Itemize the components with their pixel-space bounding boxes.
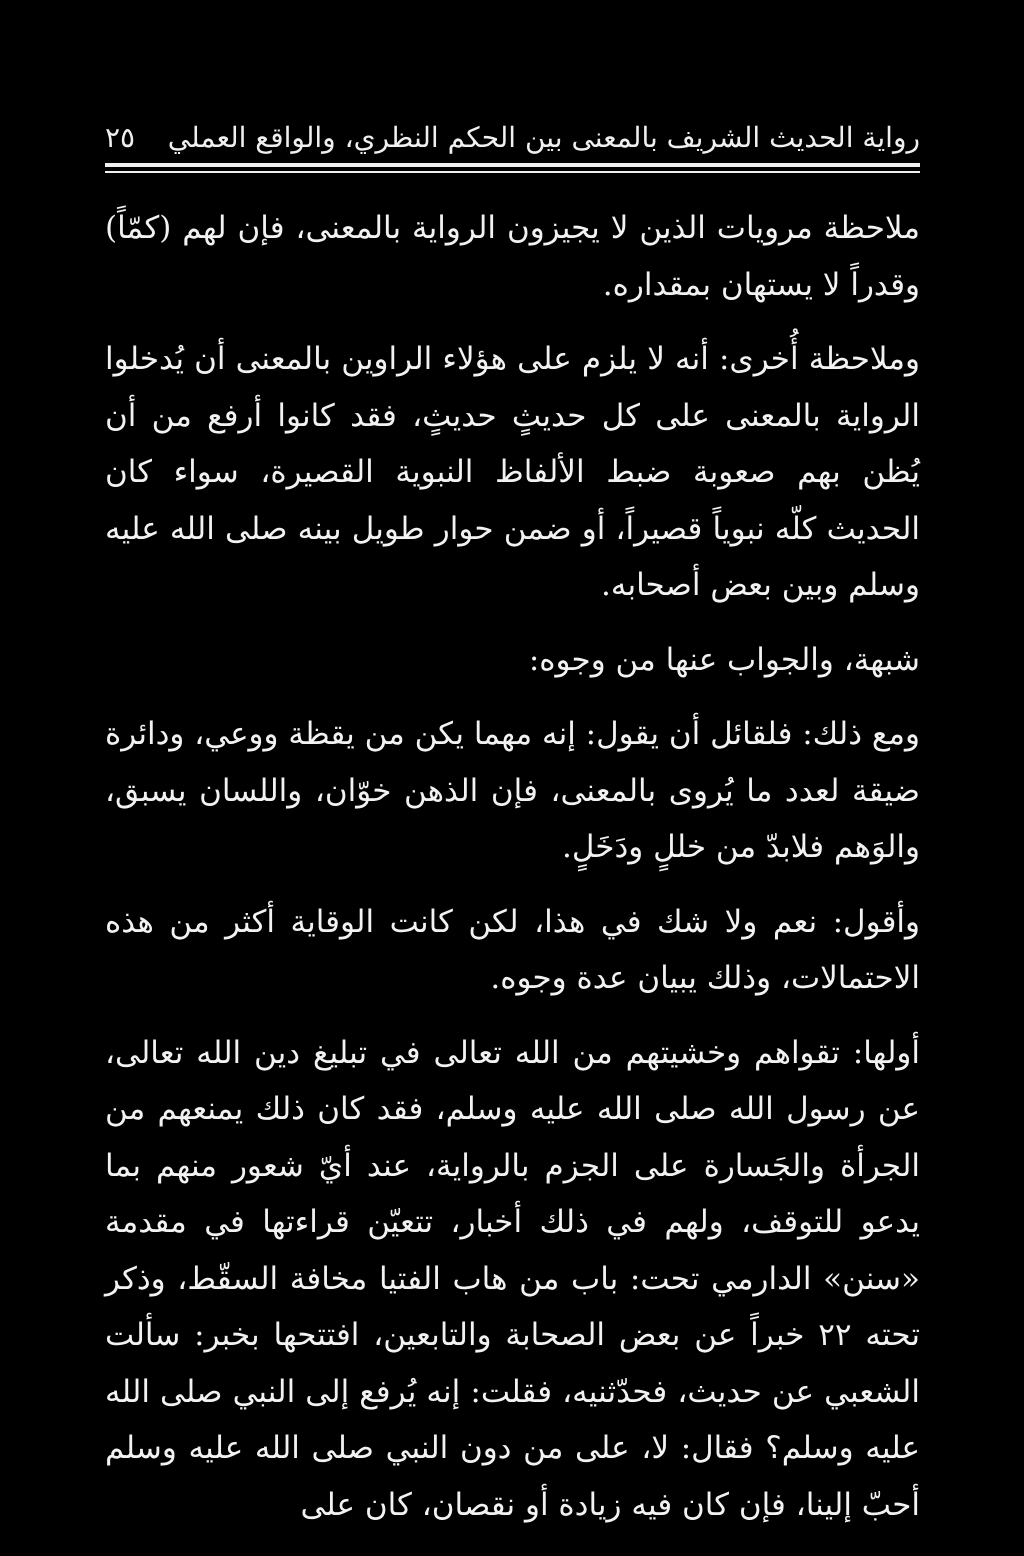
- header-rule-thick: [105, 163, 920, 167]
- header-rule-thin: [105, 171, 920, 173]
- page-header: [105, 118, 920, 162]
- paragraph-1: ملاحظة مرويات الذين لا يجيزون الرواية بالمعنى، فإن لهم (كمّاً) وقدراً لا يستهان بمقداره.: [105, 210, 920, 303]
- page-number: ٢٥: [105, 121, 136, 154]
- paragraph-6: أولها: تقواهم وخشيتهم من الله تعالى في تبليغ دين الله تعالى، عن رسول الله صلى الله عليه وسلم، فقد كان ذلك يمنعهم من الجرأة والجَسارة على الجزم بالرواية، عند أيّ شعور منهم بما يدعو للتوقف، ولهم في ذلك أخبار، تتعيّن قراءتها في مقدمة «سنن» الدارمي تحت: باب من هاب الفتيا مخافة السقّط، وذكر تحته ٢٢ خبراً عن بعض الصحابة والتابعين، افتتحها بخبر: سألت الشعبي عن حديث، فحدّثنيه، فقلت: إنه يُرفع إلى النبي صلى الله عليه وسلم؟ فقال: لا، على من دون النبي صلى الله عليه وسلم أحبّ إلينا، فإن كان فيه زيادة أو نقصان، كان على: [105, 1034, 920, 1523]
- paragraph-2: وملاحظة أُخرى: أنه لا يلزم على هؤلاء الراوين بالمعنى أن يُدخلوا الرواية بالمعنى على كل حديثٍ حديثٍ، فقد كانوا أرفع من أن يُظن بهم صعوبة ضبط الألفاظ النبوية القصيرة، سواء كان الحديث كلّه نبوياً قصيراً، أو ضمن حوار طويل بينه صلى الله عليه وسلم وبين بعض أصحابه.: [105, 341, 920, 603]
- running-title: رواية الحديث الشريف بالمعنى بين الحكم النظري، والواقع العملي: [167, 121, 920, 154]
- paragraph-3: شبهة، والجواب عنها من وجوه:: [528, 641, 920, 678]
- paragraph-5: وأقول: نعم ولا شك في هذا، لكن كانت الوقاية أكثر من هذه الاحتمالات، وذلك يبيان عدة وجوه.: [105, 903, 920, 996]
- body-text: [105, 200, 920, 1533]
- paragraph-4: ومع ذلك: فلقائل أن يقول: إنه مهما يكن من يقظة ووعي، ودائرة ضيقة لعدد ما يُروى بالمعنى، فإن الذهن خوّان، واللسان يسبق، والوَهم فلابدّ من خللٍ ودَخَلٍ.: [105, 716, 920, 865]
